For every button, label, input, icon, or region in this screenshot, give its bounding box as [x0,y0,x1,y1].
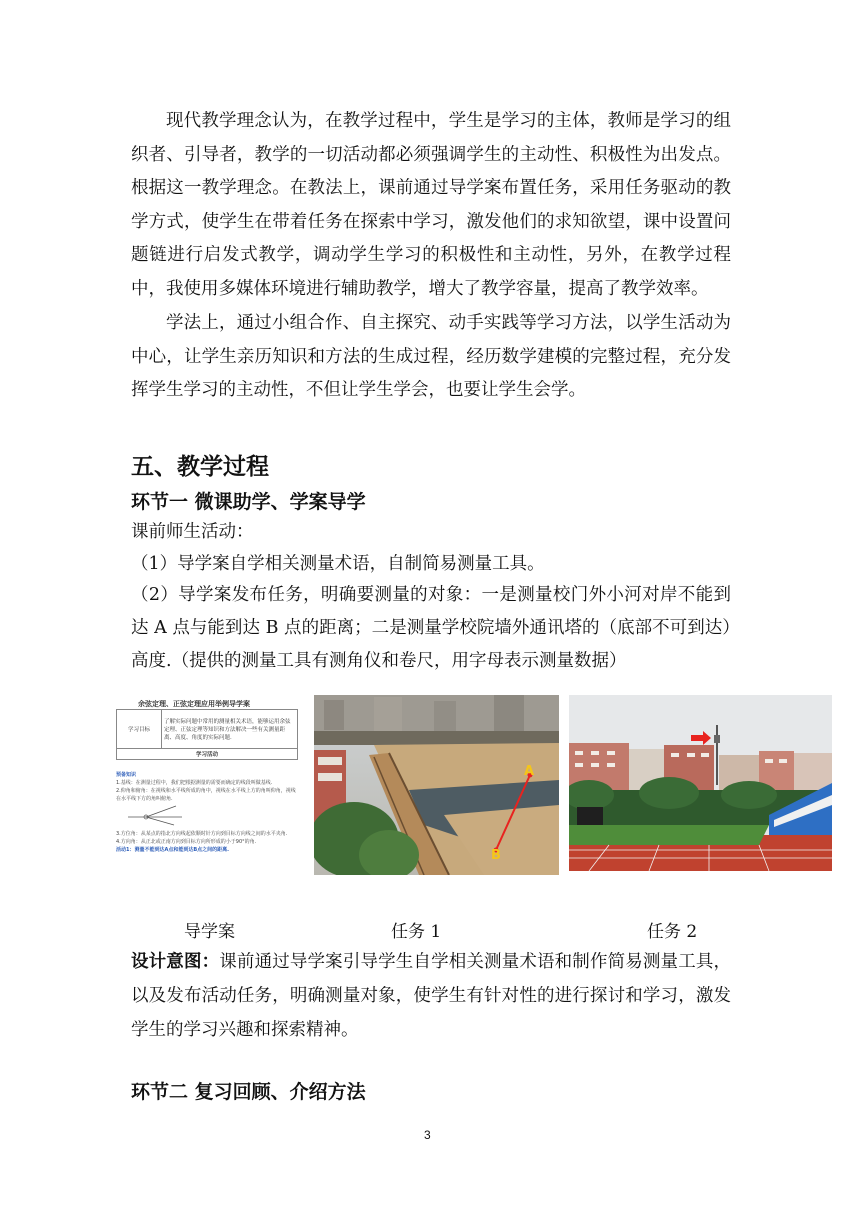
worksheet-activity-label: 学习活动 [117,749,298,760]
step1-item2: （2）导学案发布任务，明确要测量的对象：一是测量校门外小河对岸不能到达 A 点与能到达 B 点的距离；二是测量学校院墙外通讯塔的（底部不可到达）高度.（提供的测量工具有测角仪和卷尺，用字母表示测量数据） [131,585,731,671]
caption-task2: 任务 2 [647,922,698,942]
task1-photo [314,695,559,875]
design-intent-text: 课前通过导学案引导学生自学相关测量术语和制作简易测量工具，以及发布活动任务，明确测量对象，使学生有针对性的进行探讨和学习，激发学生的学习兴趣和探索精神。 [131,952,732,1040]
step1-title: 环节一 微课助学、学案导学 [131,491,366,513]
section-title: 五、教学过程 [131,454,269,480]
worksheet-line: 预备知识 [116,772,137,778]
worksheet-line: 3.方位角：从某点的指北方向线起依顺时针方向到目标方向线之间的水平夹角. [116,831,288,837]
step2-title: 环节二 复习回顾、介绍方法 [131,1081,366,1103]
step1-item1: （1）导学案自学相关测量术语，自制简易测量工具。 [131,554,545,574]
label-b: B [491,848,501,863]
page-number: 3 [424,1128,431,1142]
caption-worksheet: 导学案 [184,922,235,942]
tower-scene [569,695,832,871]
paragraph-teaching-method: 现代教学理念认为，在教学过程中，学生是学习的主体，教师是学习的组织者、引导者，教学的一切活动都必须强调学生的主动性、积极性为出发点。根据这一教学理念。在教法上，课前通过导学案布置任务，采用任务驱动的教学方式，使学生在带着任务在探索中学习，激发他们的求知欲望，课中设置问题链进行启发式教学，调动学生学习的积极性和主动性，另外，在教学过程中，我使用多媒体环境进行辅助教学，增大了教学容量，提高了教学效率。 [131,111,731,299]
worksheet-line: 活动1：测量不能到达A点和能到达B点之间的距离. [116,847,230,853]
design-intent [131,945,731,1047]
task2-photo [569,695,832,871]
step1-intro: 课前师生活动： [131,522,254,542]
worksheet-goal-text: 了解实际问题中常用的测量相关术语，能够运用余弦定理、正弦定理等知识和方法解决一些有关测量距离、高度、角度的实际问题. [162,710,298,749]
label-a: A [524,764,535,779]
caption-task1: 任务 1 [391,922,442,942]
river-scene [314,695,559,875]
worksheet-activity-text [116,771,298,854]
worksheet-title: 余弦定理、正弦定理应用举例导学案 [138,700,250,708]
worksheet-image [108,695,306,875]
paragraph-learning-method: 学法上，通过小组合作、自主探究、动手实践等学习方法，以学生活动为中心，让学生亲历知识和方法的生成过程，经历数学建模的完整过程，充分发挥学生学习的主动性，不但让学生学会，也要让学生会学。 [131,313,731,400]
worksheet-goal-label: 学习目标 [117,710,162,749]
worksheet-diagram [126,803,186,827]
design-intent-label: 设计意图： [131,952,220,972]
worksheet-line: 2.仰角和俯角：在视线和水平线所成的角中，视线在水平线上方的角叫仰角，视线在水平线下方的角叫俯角. [116,788,296,802]
worksheet-table [116,709,298,760]
worksheet-line: 4.方向角：从正北或正南方向到目标方向所形成的小于90°的角. [116,839,257,845]
worksheet-line: 1.基线：在测量过程中，我们把根据测量的需要而确定的线段叫做基线. [116,780,273,786]
